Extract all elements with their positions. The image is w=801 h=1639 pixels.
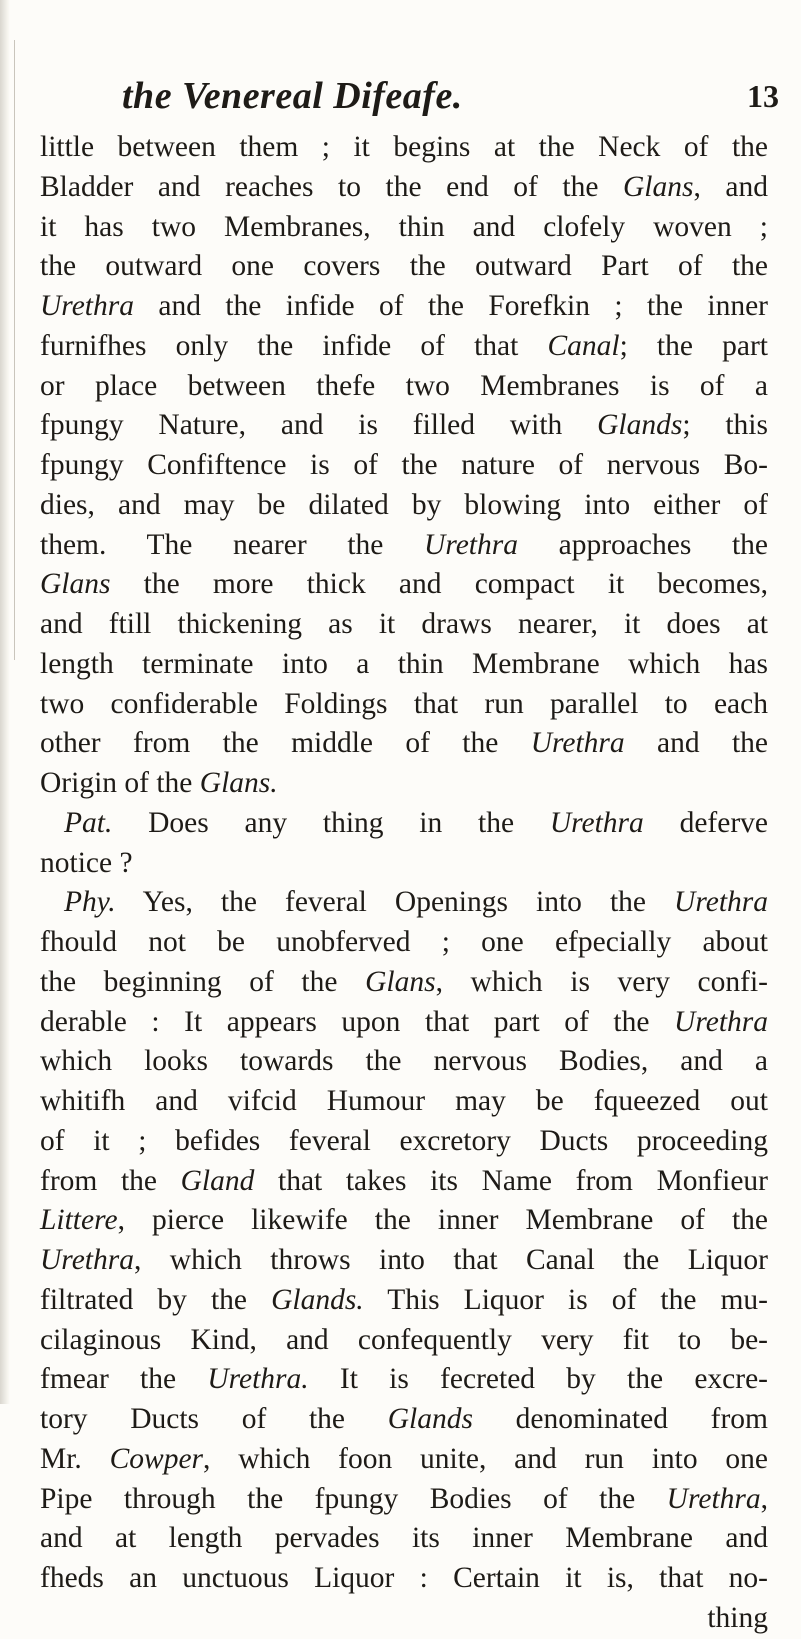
text-line bbox=[40, 367, 768, 407]
text-segment: cilaginous Kind, and confequently very fit to be- bbox=[40, 1323, 768, 1356]
text-segment: and the bbox=[624, 727, 769, 760]
text-segment: little between them ; it begins at the Neck of the bbox=[40, 131, 768, 163]
italic-text-segment: Urethra bbox=[549, 806, 644, 839]
running-head: the Venereal Difeafe. bbox=[122, 75, 463, 117]
page-gutter-shadow bbox=[0, 0, 10, 1404]
text-line bbox=[40, 1400, 768, 1440]
text-line bbox=[40, 685, 768, 725]
text-segment: , bbox=[760, 1482, 768, 1515]
text-line bbox=[40, 645, 768, 685]
text-segment: This Liquor is of the mu- bbox=[363, 1283, 768, 1316]
italic-text-segment: Littere bbox=[40, 1204, 118, 1237]
text-line bbox=[40, 605, 768, 645]
text-segment: Yes, the feveral Openings into the bbox=[115, 886, 675, 919]
text-segment: them. The nearer the bbox=[40, 528, 425, 561]
text-segment: and at length pervades its inner Membrane and bbox=[40, 1522, 768, 1555]
text-segment: length terminate into a thin Membrane which has bbox=[40, 647, 768, 680]
text-segment: fhould not be unobferved ; one efpecially about bbox=[40, 926, 768, 958]
text-line bbox=[40, 804, 768, 844]
text-segment: or place between thefe two Membranes is of a bbox=[40, 369, 768, 402]
text-segment: thing bbox=[707, 1601, 768, 1634]
italic-text-segment: Urethra bbox=[40, 290, 134, 322]
text-line bbox=[40, 1440, 768, 1480]
italic-text-segment: Glands bbox=[597, 409, 683, 442]
text-segment: , which throws into that Canal the Liquor bbox=[133, 1244, 768, 1276]
text-segment: from the bbox=[40, 1164, 181, 1197]
text-segment: that takes its Name from Monfieur bbox=[254, 1164, 768, 1197]
text-segment: Mr. bbox=[40, 1442, 110, 1475]
text-segment: It is fecreted by the excre- bbox=[308, 1363, 768, 1396]
text-segment: ; the part bbox=[619, 329, 768, 362]
binding-edge-line bbox=[14, 40, 15, 660]
text-segment: Bladder and reaches to the end of the bbox=[40, 170, 623, 203]
text-segment: derable : It appears upon that part of the bbox=[40, 1005, 675, 1038]
text-segment: deferve bbox=[643, 806, 768, 839]
text-segment: and ftill thickening as it draws nearer, it does at bbox=[40, 608, 768, 640]
text-line bbox=[40, 724, 768, 764]
italic-text-segment: Gland bbox=[180, 1164, 255, 1197]
text-line bbox=[40, 1360, 768, 1400]
body-text bbox=[40, 128, 768, 1639]
text-line bbox=[40, 1003, 768, 1043]
text-line bbox=[40, 1122, 768, 1162]
text-segment: Pipe through the fpungy Bodies of the bbox=[40, 1482, 667, 1515]
text-segment: , and bbox=[693, 170, 769, 203]
text-line bbox=[40, 844, 768, 884]
italic-text-segment: Urethra bbox=[424, 528, 518, 561]
text-line bbox=[40, 406, 768, 446]
italic-text-segment: Urethra bbox=[674, 886, 768, 919]
text-line bbox=[40, 486, 768, 526]
italic-text-segment: Glans bbox=[40, 568, 111, 601]
text-line bbox=[40, 208, 768, 248]
text-line bbox=[40, 1599, 768, 1639]
text-segment: fpungy Confiftence is of the nature of nervous Bo- bbox=[40, 449, 768, 481]
text-line bbox=[40, 1082, 768, 1122]
text-segment: the beginning of the bbox=[40, 965, 366, 998]
text-line bbox=[40, 1042, 768, 1082]
text-line bbox=[40, 1201, 768, 1241]
text-segment: filtrated by the bbox=[40, 1283, 272, 1316]
text-segment: tory Ducts of the bbox=[40, 1403, 388, 1435]
text-line bbox=[40, 1281, 768, 1321]
text-line bbox=[40, 446, 768, 486]
text-segment: two confiderable Foldings that run parallel to each bbox=[40, 687, 768, 720]
text-line bbox=[40, 1480, 768, 1520]
page-header bbox=[0, 70, 801, 126]
italic-text-segment: Cowper bbox=[109, 1442, 204, 1475]
text-segment: fpungy Nature, and is filled with bbox=[40, 409, 598, 442]
italic-text-segment: Glands bbox=[387, 1403, 473, 1435]
italic-text-segment: Urethra bbox=[530, 727, 625, 760]
text-segment: , which is very confi- bbox=[435, 965, 768, 998]
text-segment: notice ? bbox=[40, 846, 133, 879]
text-segment: approaches the bbox=[517, 528, 768, 561]
text-segment: , pierce likewife the inner Membrane of the bbox=[117, 1204, 768, 1237]
text-line bbox=[40, 1241, 768, 1281]
text-line bbox=[40, 923, 768, 963]
text-line bbox=[40, 526, 768, 566]
italic-text-segment: Phy. bbox=[64, 886, 116, 919]
text-line bbox=[40, 963, 768, 1003]
italic-text-segment: Glands. bbox=[271, 1283, 364, 1316]
text-segment: and the infide of the Forefkin ; the inner bbox=[133, 290, 768, 322]
text-segment: fmear the bbox=[40, 1363, 208, 1396]
italic-text-segment: Urethra bbox=[40, 1244, 134, 1276]
text-line bbox=[40, 883, 768, 923]
text-segment: Origin of the bbox=[40, 767, 200, 799]
text-segment: , which foon unite, and run into one bbox=[203, 1442, 768, 1475]
italic-text-segment: Pat. bbox=[64, 806, 113, 839]
text-segment: Does any thing in the bbox=[112, 806, 550, 839]
text-segment: which looks towards the nervous Bodies, and a bbox=[40, 1045, 768, 1078]
text-line bbox=[40, 287, 768, 327]
italic-text-segment: Urethra bbox=[666, 1482, 761, 1515]
text-line bbox=[40, 1559, 768, 1599]
text-segment: the more thick and compact it becomes, bbox=[110, 568, 768, 601]
text-segment: dies, and may be dilated by blowing into either of bbox=[40, 488, 768, 521]
text-segment: other from the middle of the bbox=[40, 727, 531, 760]
text-segment: of it ; befides feveral excretory Ducts proceeding bbox=[40, 1124, 768, 1157]
text-line bbox=[40, 565, 768, 605]
italic-text-segment: Glans bbox=[623, 170, 694, 203]
text-segment: ; this bbox=[682, 409, 768, 442]
page-number: 13 bbox=[747, 78, 779, 114]
italic-text-segment: Glans bbox=[365, 965, 436, 998]
text-segment: the outward one covers the outward Part of the bbox=[40, 250, 768, 283]
text-segment: denominated from bbox=[472, 1403, 768, 1435]
italic-text-segment: Urethra bbox=[674, 1005, 768, 1038]
text-line bbox=[40, 247, 768, 287]
text-line bbox=[40, 327, 768, 367]
italic-text-segment: Urethra. bbox=[207, 1363, 309, 1396]
text-segment: whitifh and vifcid Humour may be fqueezed out bbox=[40, 1085, 768, 1117]
text-line bbox=[40, 1321, 768, 1361]
italic-text-segment: Canal bbox=[547, 329, 620, 362]
text-line bbox=[40, 1162, 768, 1202]
text-line bbox=[40, 128, 768, 168]
text-line bbox=[40, 168, 768, 208]
text-segment: furnifhes only the infide of that bbox=[40, 329, 548, 362]
text-segment: it has two Membranes, thin and clofely woven ; bbox=[40, 210, 768, 243]
italic-text-segment: Glans. bbox=[199, 767, 278, 799]
text-line bbox=[40, 764, 768, 804]
text-segment: fheds an unctuous Liquor : Certain it is, that no- bbox=[40, 1562, 768, 1594]
text-line bbox=[40, 1519, 768, 1559]
